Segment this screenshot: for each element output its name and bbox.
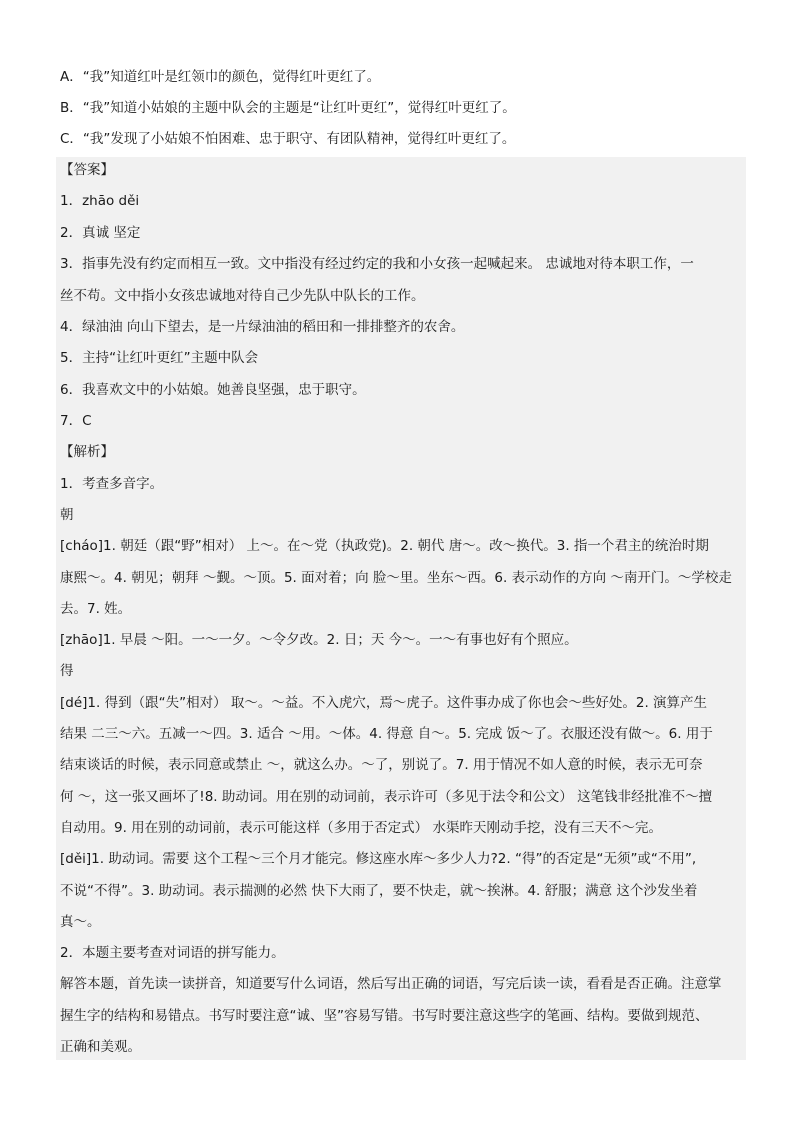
answer-line: 3．指事先没有约定而相互一致。文中指没有经过约定的我和小女孩一起喊起来。 忠诚地对待本职工作，一 (60, 256, 694, 272)
analysis-line: 自动用。9. 用在别的动词前，表示可能这样（多用于否定式） 水渠昨天刚动手挖，没有三天不～完。 (60, 820, 662, 836)
analysis-line: 去。7. 姓。 (60, 601, 132, 617)
analysis-line: 康熙～。4. 朝见；朝拜 ～觐。～顶。5. 面对着；向 脸～里。坐东～西。6. 表示动作的方向 ～南开门。～学校走 (60, 570, 732, 586)
answer-line: 7．C (60, 413, 92, 429)
analysis-line: 不说“不得”。3. 助动词。表示揣测的必然 快下大雨了，要不快走，就～挨淋。4. 舒服；满意 这个沙发坐着 (60, 883, 698, 899)
analysis-line: [děi]1. 助动词。需要 这个工程～三个月才能完。修这座水库～多少人力?2. “得”的否定是“无须”或“不用”, (60, 851, 697, 867)
analysis-heading: 【解析】 (60, 444, 114, 460)
analysis-line: 握生字的结构和易错点。书写时要注意“诚、坚”容易写错。书写时要注意这些字的笔画、结构。要做到规范、 (60, 1008, 709, 1024)
answer-line: 2．真诚 坚定 (60, 225, 141, 241)
analysis-line: 朝 (60, 507, 74, 523)
answer-line: 1．zhāo děi (60, 193, 140, 209)
analysis-line: 1．考查多音字。 (60, 476, 164, 492)
option-b: B．“我”知道小姑娘的主题中队会的主题是“让红叶更红”，觉得红叶更红了。 (60, 100, 516, 116)
answer-line: 6．我喜欢文中的小姑娘。她善良坚强，忠于职守。 (60, 382, 366, 398)
option-a: A．“我”知道红叶是红领巾的颜色，觉得红叶更红了。 (60, 69, 381, 85)
analysis-line: 真～。 (60, 914, 101, 930)
analysis-line: [cháo]1. 朝廷（跟“野”相对） 上～。在～党（执政党)。2. 朝代 唐～。改～换代。3. 指一个君主的统治时期 (60, 538, 709, 554)
analysis-line: 结果 二三～六。五减一～四。3. 适合 ～用。～体。4. 得意 自～。5. 完成 饭～了。衣服还没有做～。6. 用于 (60, 726, 713, 742)
analysis-line: 正确和美观。 (60, 1039, 141, 1055)
analysis-line: [zhāo]1. 早晨 ～阳。一～一夕。～令夕改。2. 日；天 今～。一～有事也好有个照应。 (60, 632, 578, 648)
analysis-line: 何 ～，这一张又画坏了!8. 助动词。用在别的动词前，表示许可（多见于法令和公文） 这笔钱非经批准不～擅 (60, 789, 713, 805)
option-c: C．“我”发现了小姑娘不怕困难、忠于职守、有团队精神，觉得红叶更红了。 (60, 131, 516, 147)
analysis-line: 解答本题，首先读一读拼音，知道要写什么词语，然后写出正确的词语，写完后读一读，看看是否正确。注意掌 (60, 976, 722, 992)
answer-line: 丝不苟。文中指小女孩忠诚地对待自己少先队中队长的工作。 (60, 288, 425, 304)
analysis-line: [dé]1. 得到（跟“失”相对） 取～。～益。不入虎穴，焉～虎子。这件事办成了你也会～些好处。2. 演算产生 (60, 695, 708, 711)
answer-line: 5．主持“让红叶更红”主题中队会 (60, 350, 259, 366)
analysis-line: 2．本题主要考查对词语的拼写能力。 (60, 945, 285, 961)
answer-heading: 【答案】 (60, 162, 114, 178)
analysis-line: 结束谈话的时候，表示同意或禁止 ～，就这么办。～了，别说了。7. 用于情况不如人意的时候，表示无可奈 (60, 757, 703, 773)
answer-line: 4．绿油油 向山下望去，是一片绿油油的稻田和一排排整齐的农舍。 (60, 319, 465, 335)
analysis-line: 得 (60, 663, 74, 679)
